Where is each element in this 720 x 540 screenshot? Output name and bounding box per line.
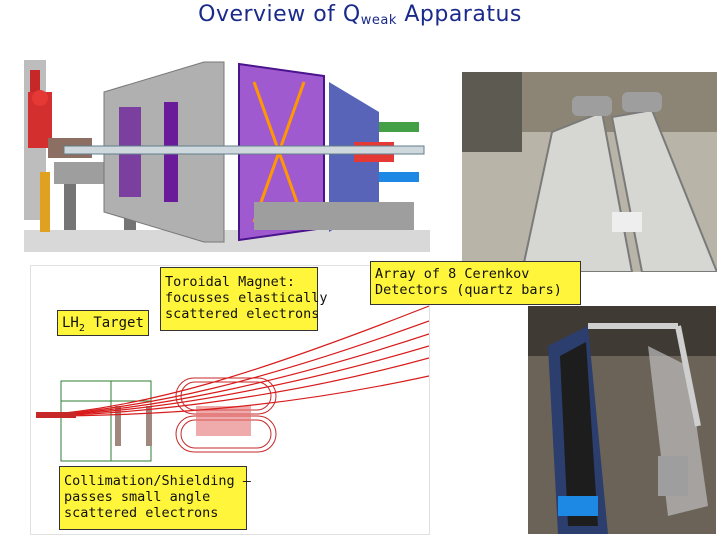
detector-frame-photo (528, 306, 716, 534)
target-label-suffix: Target (84, 315, 144, 331)
magnet-label (160, 267, 328, 331)
detector-frame-photo-icon (528, 306, 716, 534)
target-label (57, 310, 149, 336)
detector-bars-photo (462, 72, 717, 272)
collimation-label (59, 466, 251, 530)
magnet-label-line: Toroidal Magnet: (165, 274, 296, 290)
magnet-label-line: scattered electrons (165, 306, 320, 322)
detectors-label-line: Detectors (quartz bars) (375, 282, 562, 298)
apparatus-cad-icon (24, 52, 430, 252)
apparatus-cad-image (24, 52, 430, 252)
detectors-label-line: Array of 8 Cerenkov (375, 266, 530, 282)
title-prefix: Overview of Q (198, 2, 361, 27)
detectors-label (370, 261, 581, 305)
magnet-label-line: focusses elastically (165, 290, 328, 306)
page-title (0, 2, 720, 28)
collimation-label-line: scattered electrons (64, 505, 219, 521)
title-subscript: weak (360, 13, 397, 28)
target-label-subscript: 2 (78, 322, 85, 334)
collimation-label-line: Collimation/Shielding – (64, 473, 251, 489)
title-suffix: Apparatus (396, 2, 522, 27)
quartz-bars-photo-icon (462, 72, 717, 272)
target-label-prefix: LH (62, 315, 79, 331)
collimation-label-line: passes small angle (64, 489, 211, 505)
